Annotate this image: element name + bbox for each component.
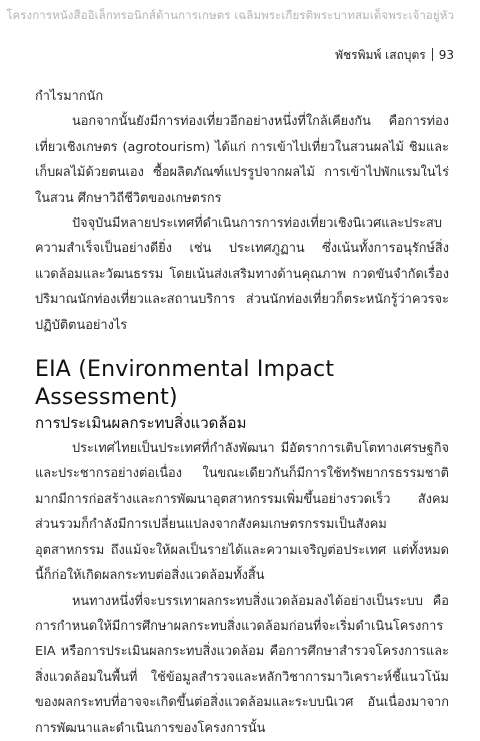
- section-subtitle: การประเมินผลกระทบสิ่งแวดล้อม: [35, 414, 247, 433]
- folio-divider: [432, 48, 433, 61]
- section-title: EIA (Environmental Impact Assessment): [35, 357, 335, 411]
- paragraph-eia-definition: หนทางหนึ่งที่จะบรรเทาผลกระทบสิ่งแวดล้อมลงได้อย่างเป็นระบบ คือการกำหนดให้มีการศึกษาผลกระทบสิ่งแวดล้อมก่อนที่จะเริ่มดำเนินโครงการ EIA หรือการประเมินผลกระทบสิ่งแวดล้อม คือการศึกษาสำรวจโครงการและสิ่งแวดล้อมในพื้นที่ ใช้ข้อมูลสำรวจและหลักวิชาการมาวิเคราะห์ชี้แนวโน้มของผลกระทบที่อาจจะเกิดขึ้นต่อสิ่งแวดล้อมและระบบนิเวศ อันเนื่องมาจากการพัฒนาและดำเนินการของโครงการนั้น: [35, 593, 449, 736]
- running-header: โครงการหนังสืออิเล็กทรอนิกส์ด้านการเกษตร เฉลิมพระเกียรติพระบาทสมเด็จพระเจ้าอยู่หัว: [6, 8, 454, 22]
- page-body: [35, 84, 449, 741]
- page-folio: [335, 46, 454, 65]
- page-number: 93: [438, 48, 454, 62]
- paragraph-bhutan: ปัจจุบันมีหลายประเทศที่ดำเนินการการท่องเที่ยวเชิงนิเวศและประสบความสำเร็จเป็นอย่างดียิ่ง เช่น ประเทศภูฏาน ซึ่งเน้นทั้งการอนุรักษ์สิ่งแวดล้อมและวัฒนธรรม โดยเน้นส่งเสริมทางด้านคุณภาพ กวดขันจำกัดเรื่องปริมาณนักท่องเที่ยวและสถานบริการ ส่วนนักท่องเที่ยวก็ตระหนักรู้ว่าควรจะปฏิบัติตนอย่างไร: [35, 216, 449, 333]
- paragraph-thailand-development: ประเทศไทยเป็นประเทศที่กำลังพัฒนา มีอัตราการเติบโตทางเศรษฐกิจและประชากรอย่างต่อเนื่อง ในขณะเดียวกันก็มีการใช้ทรัพยากรธรรมชาติมากมีการก่อสร้างและการพัฒนาอุตสาหกรรมเพิ่มขึ้นอย่างรวดเร็ว สังคมส่วนรวมก็กำลังมีการเปลี่ยนแปลงจากสังคมเกษตรกรรมเป็นสังคมอุตสาหกรรม ถึงแม้จะให้ผลเป็นรายได้และความเจริญต่อประเทศ แต่ทั้งหมดนี้ก็ก่อให้เกิดผลกระทบต่อสิ่งแวดล้อมทั้งสิ้น: [35, 441, 449, 584]
- paragraph-agrotourism: นอกจากนั้นยังมีการท่องเที่ยวอีกอย่างหนึ่งที่ใกล้เคียงกัน คือการท่องเที่ยวเชิงเกษตร (agrotourism) ได้แก่ การเข้าไปเที่ยวในสวนผลไม้ ชิมและเก็บผลไม้ด้วยตนเอง ซื้อผลิตภัณฑ์แปรรูปจากผลไม้ การเข้าไปพักแรมในไร่ในสวน ศึกษาวิถีชีวิตของเกษตรกร: [35, 114, 449, 206]
- author-name: พัชรพิมพ์ เสถบุตร: [335, 48, 426, 62]
- paragraph-continued: กำไรมากนัก: [35, 89, 104, 104]
